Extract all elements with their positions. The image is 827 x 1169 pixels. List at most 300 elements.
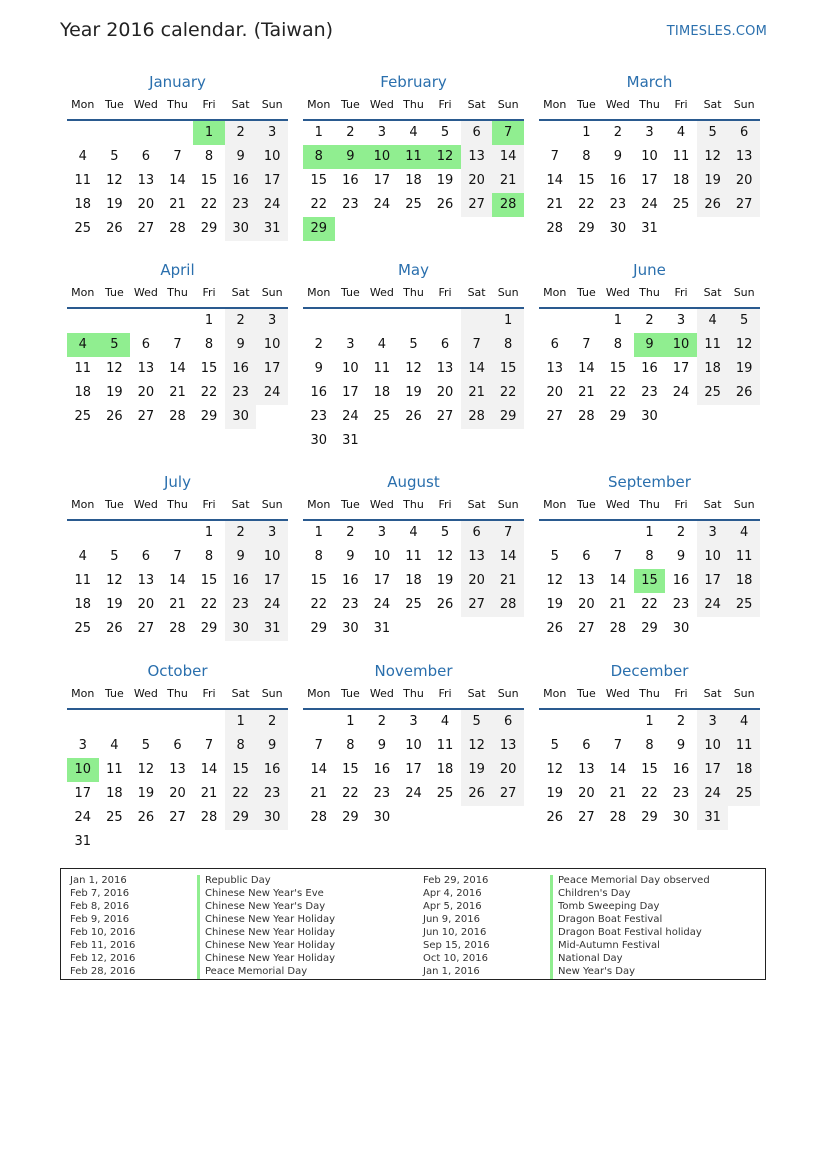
day-cell[interactable]: 5 bbox=[728, 309, 760, 333]
day-cell[interactable]: 31 bbox=[641, 221, 658, 236]
holiday-day-cell[interactable]: 4 bbox=[67, 333, 99, 357]
day-cell[interactable]: 29 bbox=[310, 621, 328, 636]
day-cell[interactable]: 14 bbox=[169, 361, 186, 376]
holiday-day-cell[interactable]: 9 bbox=[335, 145, 367, 169]
day-cell[interactable]: 22 bbox=[641, 786, 658, 801]
day-cell[interactable]: 6 bbox=[582, 738, 591, 753]
day-cell[interactable]: 27 bbox=[137, 409, 155, 424]
day-cell[interactable]: 12 bbox=[405, 361, 422, 376]
day-cell[interactable]: 10 bbox=[697, 545, 729, 569]
day-cell[interactable]: 3 bbox=[697, 710, 729, 734]
day-cell[interactable]: 2 bbox=[225, 309, 257, 333]
day-cell[interactable]: 7 bbox=[613, 549, 623, 564]
day-cell[interactable]: 3 bbox=[645, 125, 654, 140]
day-cell[interactable]: 27 bbox=[546, 409, 564, 424]
day-cell[interactable]: 25 bbox=[106, 810, 123, 825]
day-cell[interactable]: 16 bbox=[310, 385, 328, 400]
day-cell[interactable]: 9 bbox=[225, 333, 257, 357]
day-cell[interactable]: 2 bbox=[676, 714, 686, 729]
day-cell[interactable]: 13 bbox=[546, 361, 564, 376]
day-cell[interactable]: 7 bbox=[173, 549, 182, 564]
day-cell[interactable]: 20 bbox=[578, 597, 595, 612]
day-cell[interactable]: 16 bbox=[373, 762, 391, 777]
day-cell[interactable]: 24 bbox=[256, 193, 288, 217]
day-cell[interactable]: 13 bbox=[137, 361, 155, 376]
day-cell[interactable]: 16 bbox=[609, 173, 627, 188]
day-cell[interactable]: 16 bbox=[672, 762, 690, 777]
day-cell[interactable]: 19 bbox=[106, 197, 123, 212]
day-cell[interactable]: 21 bbox=[492, 169, 524, 193]
day-cell[interactable]: 17 bbox=[405, 762, 422, 777]
holiday-day-cell[interactable]: 1 bbox=[193, 121, 225, 145]
day-cell[interactable]: 16 bbox=[256, 758, 288, 782]
day-cell[interactable]: 31 bbox=[256, 617, 288, 641]
day-cell[interactable]: 3 bbox=[256, 521, 288, 545]
day-cell[interactable]: 29 bbox=[492, 405, 524, 429]
day-cell[interactable]: 26 bbox=[106, 621, 123, 636]
day-cell[interactable]: 26 bbox=[461, 782, 493, 806]
day-cell[interactable]: 19 bbox=[728, 357, 760, 381]
day-cell[interactable]: 15 bbox=[492, 357, 524, 381]
day-cell[interactable]: 25 bbox=[74, 221, 92, 236]
holiday-day-cell[interactable]: 12 bbox=[429, 145, 461, 169]
day-cell[interactable]: 10 bbox=[342, 361, 359, 376]
day-cell[interactable]: 4 bbox=[440, 714, 450, 729]
day-cell[interactable]: 10 bbox=[641, 149, 658, 164]
day-cell[interactable]: 1 bbox=[225, 710, 257, 734]
day-cell[interactable]: 1 bbox=[204, 525, 214, 540]
day-cell[interactable]: 4 bbox=[78, 149, 87, 164]
day-cell[interactable]: 15 bbox=[641, 762, 658, 777]
day-cell[interactable]: 27 bbox=[728, 193, 760, 217]
day-cell[interactable]: 2 bbox=[645, 313, 654, 328]
day-cell[interactable]: 15 bbox=[310, 173, 328, 188]
day-cell[interactable]: 6 bbox=[141, 337, 151, 352]
day-cell[interactable]: 11 bbox=[728, 734, 760, 758]
day-cell[interactable]: 15 bbox=[578, 173, 595, 188]
day-cell[interactable]: 31 bbox=[256, 217, 288, 241]
day-cell[interactable]: 16 bbox=[641, 361, 658, 376]
day-cell[interactable]: 25 bbox=[405, 197, 422, 212]
day-cell[interactable]: 26 bbox=[106, 409, 123, 424]
day-cell[interactable]: 6 bbox=[728, 121, 760, 145]
day-cell[interactable]: 13 bbox=[461, 545, 493, 569]
day-cell[interactable]: 29 bbox=[225, 806, 257, 830]
day-cell[interactable]: 28 bbox=[546, 221, 564, 236]
day-cell[interactable]: 5 bbox=[697, 121, 729, 145]
day-cell[interactable]: 18 bbox=[106, 786, 123, 801]
day-cell[interactable]: 15 bbox=[200, 173, 218, 188]
day-cell[interactable]: 21 bbox=[169, 385, 186, 400]
day-cell[interactable]: 12 bbox=[697, 145, 729, 169]
day-cell[interactable]: 26 bbox=[405, 409, 422, 424]
day-cell[interactable]: 1 bbox=[613, 313, 623, 328]
day-cell[interactable]: 12 bbox=[461, 734, 493, 758]
day-cell[interactable]: 29 bbox=[342, 810, 359, 825]
day-cell[interactable]: 9 bbox=[346, 549, 355, 564]
day-cell[interactable]: 9 bbox=[613, 149, 623, 164]
day-cell[interactable]: 25 bbox=[373, 409, 391, 424]
day-cell[interactable]: 29 bbox=[578, 221, 595, 236]
day-cell[interactable]: 13 bbox=[137, 173, 155, 188]
day-cell[interactable]: 6 bbox=[141, 149, 151, 164]
day-cell[interactable]: 13 bbox=[436, 361, 454, 376]
day-cell[interactable]: 21 bbox=[492, 569, 524, 593]
day-cell[interactable]: 15 bbox=[200, 361, 218, 376]
day-cell[interactable]: 24 bbox=[256, 593, 288, 617]
day-cell[interactable]: 6 bbox=[582, 549, 591, 564]
day-cell[interactable]: 23 bbox=[672, 597, 690, 612]
day-cell[interactable]: 17 bbox=[641, 173, 658, 188]
day-cell[interactable]: 26 bbox=[106, 221, 123, 236]
day-cell[interactable]: 27 bbox=[137, 221, 155, 236]
day-cell[interactable]: 16 bbox=[342, 173, 359, 188]
day-cell[interactable]: 2 bbox=[346, 525, 355, 540]
day-cell[interactable]: 27 bbox=[169, 810, 186, 825]
day-cell[interactable]: 21 bbox=[609, 786, 627, 801]
day-cell[interactable]: 14 bbox=[461, 357, 493, 381]
day-cell[interactable]: 24 bbox=[641, 197, 658, 212]
day-cell[interactable]: 12 bbox=[728, 333, 760, 357]
day-cell[interactable]: 19 bbox=[137, 786, 155, 801]
day-cell[interactable]: 28 bbox=[200, 810, 218, 825]
day-cell[interactable]: 6 bbox=[461, 521, 493, 545]
day-cell[interactable]: 24 bbox=[672, 385, 690, 400]
day-cell[interactable]: 31 bbox=[74, 834, 92, 849]
day-cell[interactable]: 8 bbox=[645, 549, 654, 564]
day-cell[interactable]: 4 bbox=[409, 525, 418, 540]
day-cell[interactable]: 21 bbox=[546, 197, 564, 212]
day-cell[interactable]: 23 bbox=[641, 385, 658, 400]
day-cell[interactable]: 22 bbox=[342, 786, 359, 801]
day-cell[interactable]: 19 bbox=[546, 597, 564, 612]
day-cell[interactable]: 24 bbox=[697, 782, 729, 806]
brand-logo-text[interactable]: TIMESLES.COM bbox=[666, 24, 767, 39]
day-cell[interactable]: 4 bbox=[409, 125, 418, 140]
day-cell[interactable]: 30 bbox=[225, 617, 257, 641]
day-cell[interactable]: 23 bbox=[225, 381, 257, 405]
day-cell[interactable]: 24 bbox=[256, 381, 288, 405]
day-cell[interactable]: 3 bbox=[256, 309, 288, 333]
day-cell[interactable]: 20 bbox=[436, 385, 454, 400]
day-cell[interactable]: 29 bbox=[200, 621, 218, 636]
day-cell[interactable]: 10 bbox=[373, 549, 391, 564]
day-cell[interactable]: 15 bbox=[609, 361, 627, 376]
day-cell[interactable]: 19 bbox=[405, 385, 422, 400]
day-cell[interactable]: 1 bbox=[645, 714, 654, 729]
day-cell[interactable]: 19 bbox=[106, 385, 123, 400]
day-cell[interactable]: 17 bbox=[373, 173, 391, 188]
day-cell[interactable]: 22 bbox=[641, 597, 658, 612]
day-cell[interactable]: 12 bbox=[546, 573, 564, 588]
day-cell[interactable]: 18 bbox=[728, 569, 760, 593]
day-cell[interactable]: 22 bbox=[200, 597, 218, 612]
day-cell[interactable]: 20 bbox=[728, 169, 760, 193]
day-cell[interactable]: 13 bbox=[461, 145, 493, 169]
day-cell[interactable]: 4 bbox=[728, 521, 760, 545]
day-cell[interactable]: 5 bbox=[110, 149, 119, 164]
day-cell[interactable]: 7 bbox=[582, 337, 591, 352]
day-cell[interactable]: 2 bbox=[676, 525, 686, 540]
day-cell[interactable]: 28 bbox=[609, 810, 627, 825]
day-cell[interactable]: 14 bbox=[492, 545, 524, 569]
day-cell[interactable]: 29 bbox=[609, 409, 627, 424]
day-cell[interactable]: 27 bbox=[461, 193, 493, 217]
day-cell[interactable]: 1 bbox=[204, 313, 214, 328]
day-cell[interactable]: 7 bbox=[492, 521, 524, 545]
day-cell[interactable]: 26 bbox=[728, 381, 760, 405]
day-cell[interactable]: 9 bbox=[676, 549, 686, 564]
day-cell[interactable]: 3 bbox=[256, 121, 288, 145]
day-cell[interactable]: 30 bbox=[609, 221, 627, 236]
day-cell[interactable]: 18 bbox=[405, 173, 422, 188]
day-cell[interactable]: 31 bbox=[697, 806, 729, 830]
day-cell[interactable]: 30 bbox=[225, 217, 257, 241]
day-cell[interactable]: 18 bbox=[697, 357, 729, 381]
day-cell[interactable]: 13 bbox=[578, 762, 595, 777]
day-cell[interactable]: 11 bbox=[373, 361, 391, 376]
day-cell[interactable]: 16 bbox=[225, 569, 257, 593]
day-cell[interactable]: 27 bbox=[492, 782, 524, 806]
day-cell[interactable]: 29 bbox=[200, 221, 218, 236]
day-cell[interactable]: 14 bbox=[578, 361, 595, 376]
day-cell[interactable]: 2 bbox=[346, 125, 355, 140]
day-cell[interactable]: 5 bbox=[550, 549, 559, 564]
day-cell[interactable]: 8 bbox=[346, 738, 355, 753]
day-cell[interactable]: 14 bbox=[492, 145, 524, 169]
day-cell[interactable]: 1 bbox=[492, 309, 524, 333]
day-cell[interactable]: 18 bbox=[672, 173, 690, 188]
day-cell[interactable]: 20 bbox=[461, 569, 493, 593]
day-cell[interactable]: 17 bbox=[74, 786, 92, 801]
day-cell[interactable]: 7 bbox=[314, 738, 323, 753]
day-cell[interactable]: 1 bbox=[582, 125, 591, 140]
day-cell[interactable]: 6 bbox=[141, 549, 151, 564]
day-cell[interactable]: 26 bbox=[436, 197, 454, 212]
day-cell[interactable]: 10 bbox=[256, 333, 288, 357]
day-cell[interactable]: 16 bbox=[225, 357, 257, 381]
day-cell[interactable]: 1 bbox=[314, 525, 323, 540]
day-cell[interactable]: 20 bbox=[461, 169, 493, 193]
day-cell[interactable]: 18 bbox=[373, 385, 391, 400]
day-cell[interactable]: 25 bbox=[74, 409, 92, 424]
day-cell[interactable]: 11 bbox=[697, 333, 729, 357]
day-cell[interactable]: 7 bbox=[461, 333, 493, 357]
day-cell[interactable]: 15 bbox=[225, 758, 257, 782]
day-cell[interactable]: 15 bbox=[342, 762, 359, 777]
day-cell[interactable]: 6 bbox=[550, 337, 559, 352]
day-cell[interactable]: 3 bbox=[676, 313, 686, 328]
day-cell[interactable]: 15 bbox=[310, 573, 328, 588]
day-cell[interactable]: 10 bbox=[697, 734, 729, 758]
day-cell[interactable]: 5 bbox=[440, 525, 450, 540]
holiday-day-cell[interactable]: 10 bbox=[67, 758, 99, 782]
day-cell[interactable]: 20 bbox=[137, 197, 155, 212]
day-cell[interactable]: 10 bbox=[256, 545, 288, 569]
day-cell[interactable]: 11 bbox=[436, 738, 454, 753]
day-cell[interactable]: 27 bbox=[578, 621, 595, 636]
day-cell[interactable]: 9 bbox=[225, 545, 257, 569]
day-cell[interactable]: 20 bbox=[137, 385, 155, 400]
day-cell[interactable]: 2 bbox=[314, 337, 323, 352]
day-cell[interactable]: 27 bbox=[137, 621, 155, 636]
day-cell[interactable]: 22 bbox=[200, 385, 218, 400]
day-cell[interactable]: 25 bbox=[672, 197, 690, 212]
day-cell[interactable]: 21 bbox=[609, 597, 627, 612]
day-cell[interactable]: 25 bbox=[728, 593, 760, 617]
day-cell[interactable]: 22 bbox=[200, 197, 218, 212]
day-cell[interactable]: 5 bbox=[461, 710, 493, 734]
day-cell[interactable]: 17 bbox=[373, 573, 391, 588]
day-cell[interactable]: 27 bbox=[461, 593, 493, 617]
day-cell[interactable]: 17 bbox=[697, 758, 729, 782]
day-cell[interactable]: 22 bbox=[492, 381, 524, 405]
day-cell[interactable]: 11 bbox=[106, 762, 123, 777]
day-cell[interactable]: 11 bbox=[74, 361, 92, 376]
day-cell[interactable]: 11 bbox=[74, 173, 92, 188]
day-cell[interactable]: 23 bbox=[373, 786, 391, 801]
day-cell[interactable]: 3 bbox=[377, 125, 387, 140]
day-cell[interactable]: 21 bbox=[461, 381, 493, 405]
day-cell[interactable]: 24 bbox=[697, 593, 729, 617]
day-cell[interactable]: 22 bbox=[578, 197, 595, 212]
day-cell[interactable]: 19 bbox=[436, 573, 454, 588]
day-cell[interactable]: 7 bbox=[613, 738, 623, 753]
day-cell[interactable]: 8 bbox=[492, 333, 524, 357]
day-cell[interactable]: 28 bbox=[169, 221, 186, 236]
day-cell[interactable]: 20 bbox=[137, 597, 155, 612]
day-cell[interactable]: 27 bbox=[436, 409, 454, 424]
day-cell[interactable]: 29 bbox=[200, 409, 218, 424]
day-cell[interactable]: 30 bbox=[672, 810, 690, 825]
day-cell[interactable]: 8 bbox=[613, 337, 623, 352]
day-cell[interactable]: 30 bbox=[310, 433, 328, 448]
day-cell[interactable]: 8 bbox=[314, 549, 323, 564]
day-cell[interactable]: 20 bbox=[578, 786, 595, 801]
day-cell[interactable]: 6 bbox=[173, 738, 182, 753]
day-cell[interactable]: 13 bbox=[728, 145, 760, 169]
day-cell[interactable]: 14 bbox=[310, 762, 328, 777]
day-cell[interactable]: 4 bbox=[676, 125, 686, 140]
day-cell[interactable]: 21 bbox=[310, 786, 328, 801]
holiday-day-cell[interactable]: 15 bbox=[634, 569, 666, 593]
day-cell[interactable]: 5 bbox=[141, 738, 151, 753]
day-cell[interactable]: 26 bbox=[697, 193, 729, 217]
day-cell[interactable]: 11 bbox=[74, 573, 92, 588]
day-cell[interactable]: 27 bbox=[578, 810, 595, 825]
day-cell[interactable]: 23 bbox=[342, 597, 359, 612]
holiday-day-cell[interactable]: 28 bbox=[492, 193, 524, 217]
day-cell[interactable]: 28 bbox=[578, 409, 595, 424]
day-cell[interactable]: 24 bbox=[342, 409, 359, 424]
day-cell[interactable]: 3 bbox=[377, 525, 387, 540]
day-cell[interactable]: 14 bbox=[609, 762, 627, 777]
day-cell[interactable]: 28 bbox=[169, 621, 186, 636]
day-cell[interactable]: 11 bbox=[728, 545, 760, 569]
day-cell[interactable]: 21 bbox=[200, 786, 218, 801]
day-cell[interactable]: 17 bbox=[342, 385, 359, 400]
day-cell[interactable]: 20 bbox=[546, 385, 564, 400]
day-cell[interactable]: 17 bbox=[256, 569, 288, 593]
day-cell[interactable]: 1 bbox=[645, 525, 654, 540]
day-cell[interactable]: 19 bbox=[461, 758, 493, 782]
day-cell[interactable]: 23 bbox=[342, 197, 359, 212]
holiday-day-cell[interactable]: 5 bbox=[99, 333, 131, 357]
day-cell[interactable]: 16 bbox=[342, 573, 359, 588]
day-cell[interactable]: 6 bbox=[492, 710, 524, 734]
day-cell[interactable]: 26 bbox=[436, 597, 454, 612]
day-cell[interactable]: 13 bbox=[492, 734, 524, 758]
holiday-day-cell[interactable]: 9 bbox=[634, 333, 666, 357]
day-cell[interactable]: 18 bbox=[74, 597, 92, 612]
holiday-day-cell[interactable]: 7 bbox=[492, 121, 524, 145]
day-cell[interactable]: 30 bbox=[256, 806, 288, 830]
day-cell[interactable]: 4 bbox=[78, 549, 87, 564]
day-cell[interactable]: 24 bbox=[373, 597, 391, 612]
day-cell[interactable]: 5 bbox=[550, 738, 559, 753]
day-cell[interactable]: 20 bbox=[169, 786, 186, 801]
day-cell[interactable]: 11 bbox=[672, 149, 690, 164]
day-cell[interactable]: 2 bbox=[613, 125, 623, 140]
day-cell[interactable]: 23 bbox=[672, 786, 690, 801]
day-cell[interactable]: 8 bbox=[582, 149, 591, 164]
day-cell[interactable]: 18 bbox=[728, 758, 760, 782]
day-cell[interactable]: 28 bbox=[492, 593, 524, 617]
day-cell[interactable]: 25 bbox=[728, 782, 760, 806]
day-cell[interactable]: 29 bbox=[641, 621, 658, 636]
day-cell[interactable]: 26 bbox=[546, 621, 564, 636]
day-cell[interactable]: 17 bbox=[672, 361, 690, 376]
day-cell[interactable]: 10 bbox=[405, 738, 422, 753]
day-cell[interactable]: 14 bbox=[169, 173, 186, 188]
day-cell[interactable]: 28 bbox=[169, 409, 186, 424]
day-cell[interactable]: 23 bbox=[310, 409, 328, 424]
day-cell[interactable]: 18 bbox=[436, 762, 454, 777]
day-cell[interactable]: 24 bbox=[405, 786, 422, 801]
day-cell[interactable]: 2 bbox=[256, 710, 288, 734]
day-cell[interactable]: 20 bbox=[492, 758, 524, 782]
day-cell[interactable]: 23 bbox=[225, 193, 257, 217]
holiday-day-cell[interactable]: 10 bbox=[665, 333, 697, 357]
day-cell[interactable]: 4 bbox=[728, 710, 760, 734]
day-cell[interactable]: 22 bbox=[310, 597, 328, 612]
day-cell[interactable]: 30 bbox=[641, 409, 658, 424]
day-cell[interactable]: 5 bbox=[440, 125, 450, 140]
day-cell[interactable]: 17 bbox=[697, 569, 729, 593]
day-cell[interactable]: 5 bbox=[110, 549, 119, 564]
day-cell[interactable]: 3 bbox=[78, 738, 87, 753]
day-cell[interactable]: 24 bbox=[74, 810, 92, 825]
day-cell[interactable]: 3 bbox=[697, 521, 729, 545]
day-cell[interactable]: 31 bbox=[373, 621, 391, 636]
day-cell[interactable]: 6 bbox=[440, 337, 450, 352]
day-cell[interactable]: 13 bbox=[169, 762, 186, 777]
day-cell[interactable]: 28 bbox=[461, 405, 493, 429]
day-cell[interactable]: 28 bbox=[310, 810, 328, 825]
day-cell[interactable]: 8 bbox=[204, 549, 214, 564]
day-cell[interactable]: 31 bbox=[342, 433, 359, 448]
day-cell[interactable]: 14 bbox=[609, 573, 627, 588]
day-cell[interactable]: 14 bbox=[169, 573, 186, 588]
day-cell[interactable]: 6 bbox=[461, 121, 493, 145]
day-cell[interactable]: 2 bbox=[225, 121, 257, 145]
holiday-day-cell[interactable]: 11 bbox=[398, 145, 430, 169]
day-cell[interactable]: 21 bbox=[169, 597, 186, 612]
day-cell[interactable]: 8 bbox=[204, 149, 214, 164]
day-cell[interactable]: 12 bbox=[106, 173, 123, 188]
day-cell[interactable]: 24 bbox=[373, 197, 391, 212]
day-cell[interactable]: 28 bbox=[609, 621, 627, 636]
